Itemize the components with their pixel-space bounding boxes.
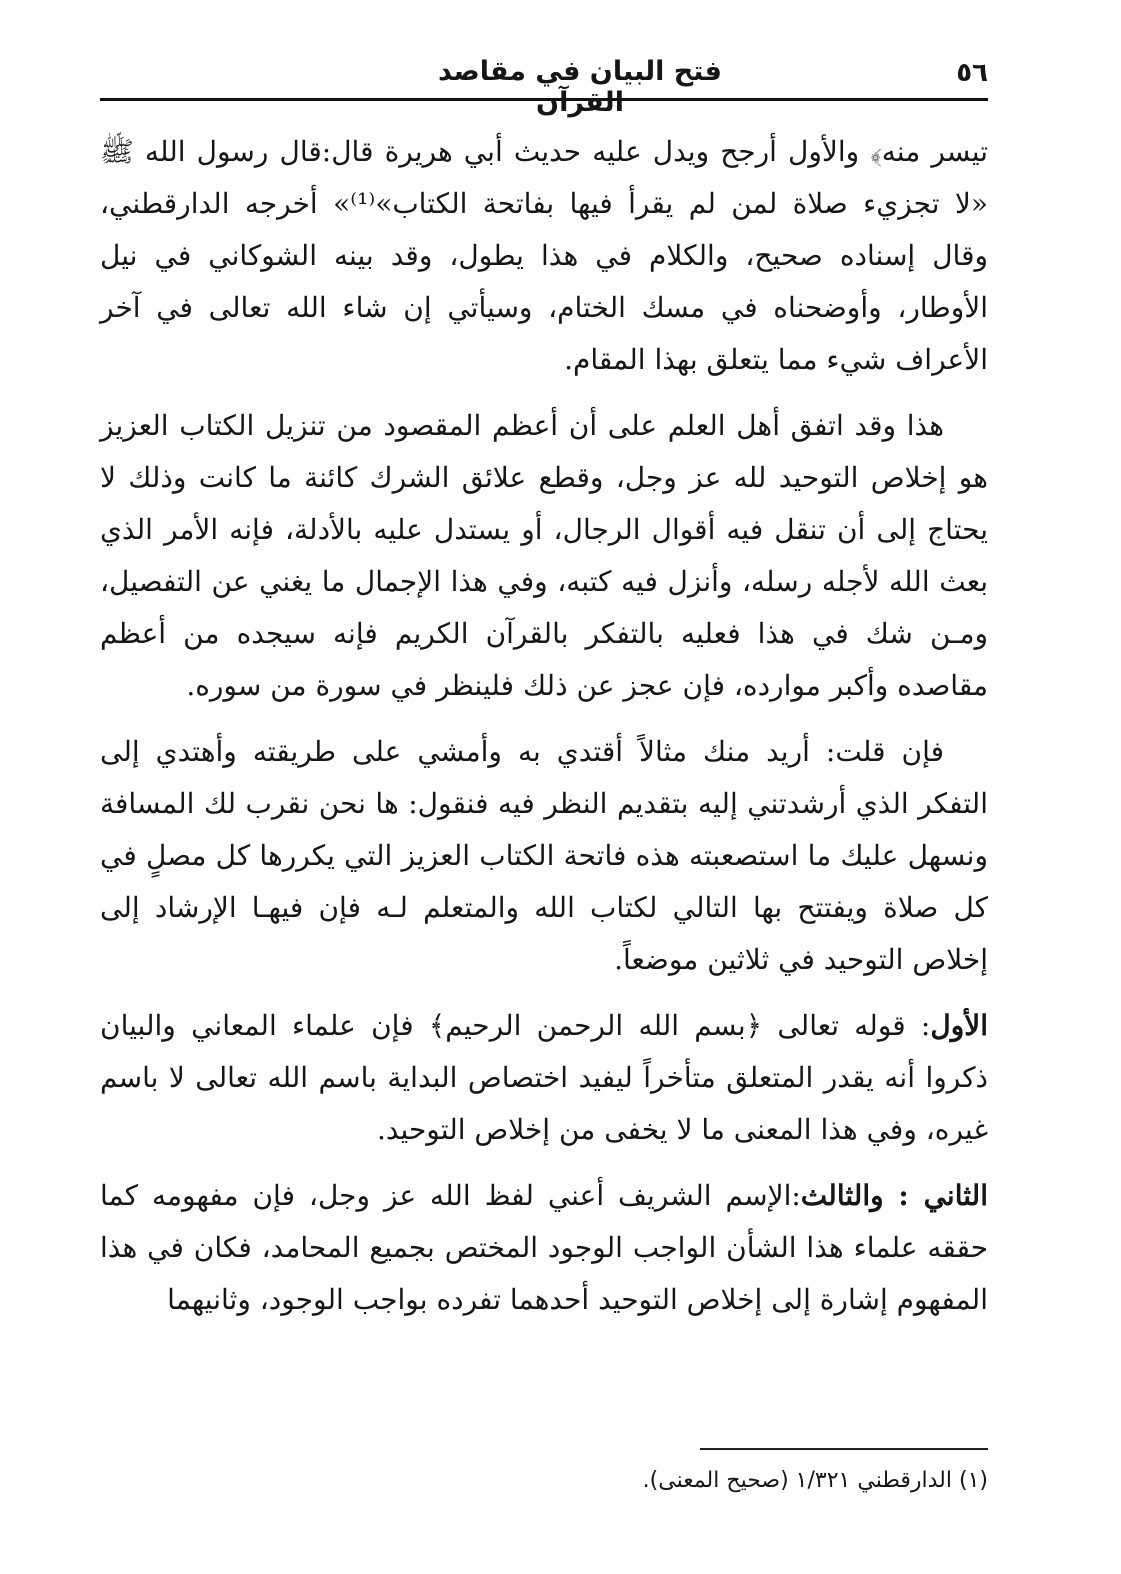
paragraph-1: تيسر منه﴾ والأول أرجح ويدل عليه حديث أبي هريرة قال:قال رسول الله ﷺ «لا تجزيء صلاة لمن لم يقرأ فيها بفاتحة الكتاب»⁽¹⁾» أخرجه الدارقطني، وقال إسناده صحيح، والكلام في هذا يطول، وقد بينه الشوكاني في نيل الأوطار، وأوضحناه في مسك الختام، وسيأتي إن شاء الله تعالى في آخر الأعراف شيء مما يتعلق بهذا المقام. <box>100 135 988 376</box>
main-text <box>100 126 988 1340</box>
footnote-divider <box>700 1448 988 1450</box>
footnote: (١) الدارقطني ١/٣٢١ (صحيح المعنى). <box>642 1468 988 1493</box>
paragraph-3: فإن قلت: أريد منك مثالاً أقتدي به وأمشي على طريقته وأهتدي إلى التفكر الذي أرشدتني إليه بتقديم النظر فيه فنقول: ها نحن نقرب لك المسافة ونسهل عليك ما استصعبته هذه فاتحة الكتاب العزيز التي يكررها كل مصلٍ في كل صلاة ويفتتح بها التالي لكتاب الله والمتعلم لـه فإن فيهـا الإرشاد إلى إخلاص التوحيد في ثلاثين موضعاً. <box>100 735 988 976</box>
page-number: ٥٦ <box>956 58 988 88</box>
paragraph-5-lead: الثاني : والثالث <box>800 1179 988 1212</box>
page-header <box>100 52 988 118</box>
paragraph-5-text: :الإسم الشريف أعني لفظ الله عز وجل، فإن مفهومه كما حققه علماء هذا الشأن الواجب الوجود المختص بجميع المحامد، فكان في هذا المفهوم إشارة إلى إخلاص التوحيد أحدهما تفرده بواجب الوجود، وثانيهما <box>100 1179 988 1316</box>
paragraph-2: هذا وقد اتفق أهل العلم على أن أعظم المقصود من تنزيل الكتاب العزيز هو إخلاص التوحيد لله عز وجل، وقطع علائق الشرك كائنة ما كانت وذلك لا يحتاج إلى أن تنقل فيه أقوال الرجال، أو يستدل عليه بالأدلة، فإنه الأمر الذي بعث الله لأجله رسله، وأنزل فيه كتبه، وفي هذا الإجمال ما يغني عن التفصيل، ومـن شك في هذا فعليه بالتفكر بالقرآن الكريم فإنه سيجده من أعظم مقاصده وأكبر موارده، فإن عجز عن ذلك فلينظر في سورة من سوره. <box>100 409 988 702</box>
paragraph-4-text: : قوله تعالى ﴿بسم الله الرحمن الرحيم﴾ فإن علماء المعاني والبيان ذكروا أنه يقدر المتعلق متأخراً ليفيد اختصاص البداية باسم الله تعالى لا باسم غيره، وفي هذا المعنى ما لا يخفى من إخلاص التوحيد. <box>100 1009 988 1146</box>
running-title: فتح البيان في مقاصد القرآن <box>438 56 722 118</box>
paragraph-4-lead: الأول <box>930 1009 988 1042</box>
paragraph-5 <box>100 1170 988 1326</box>
paragraph-4 <box>100 1000 988 1156</box>
